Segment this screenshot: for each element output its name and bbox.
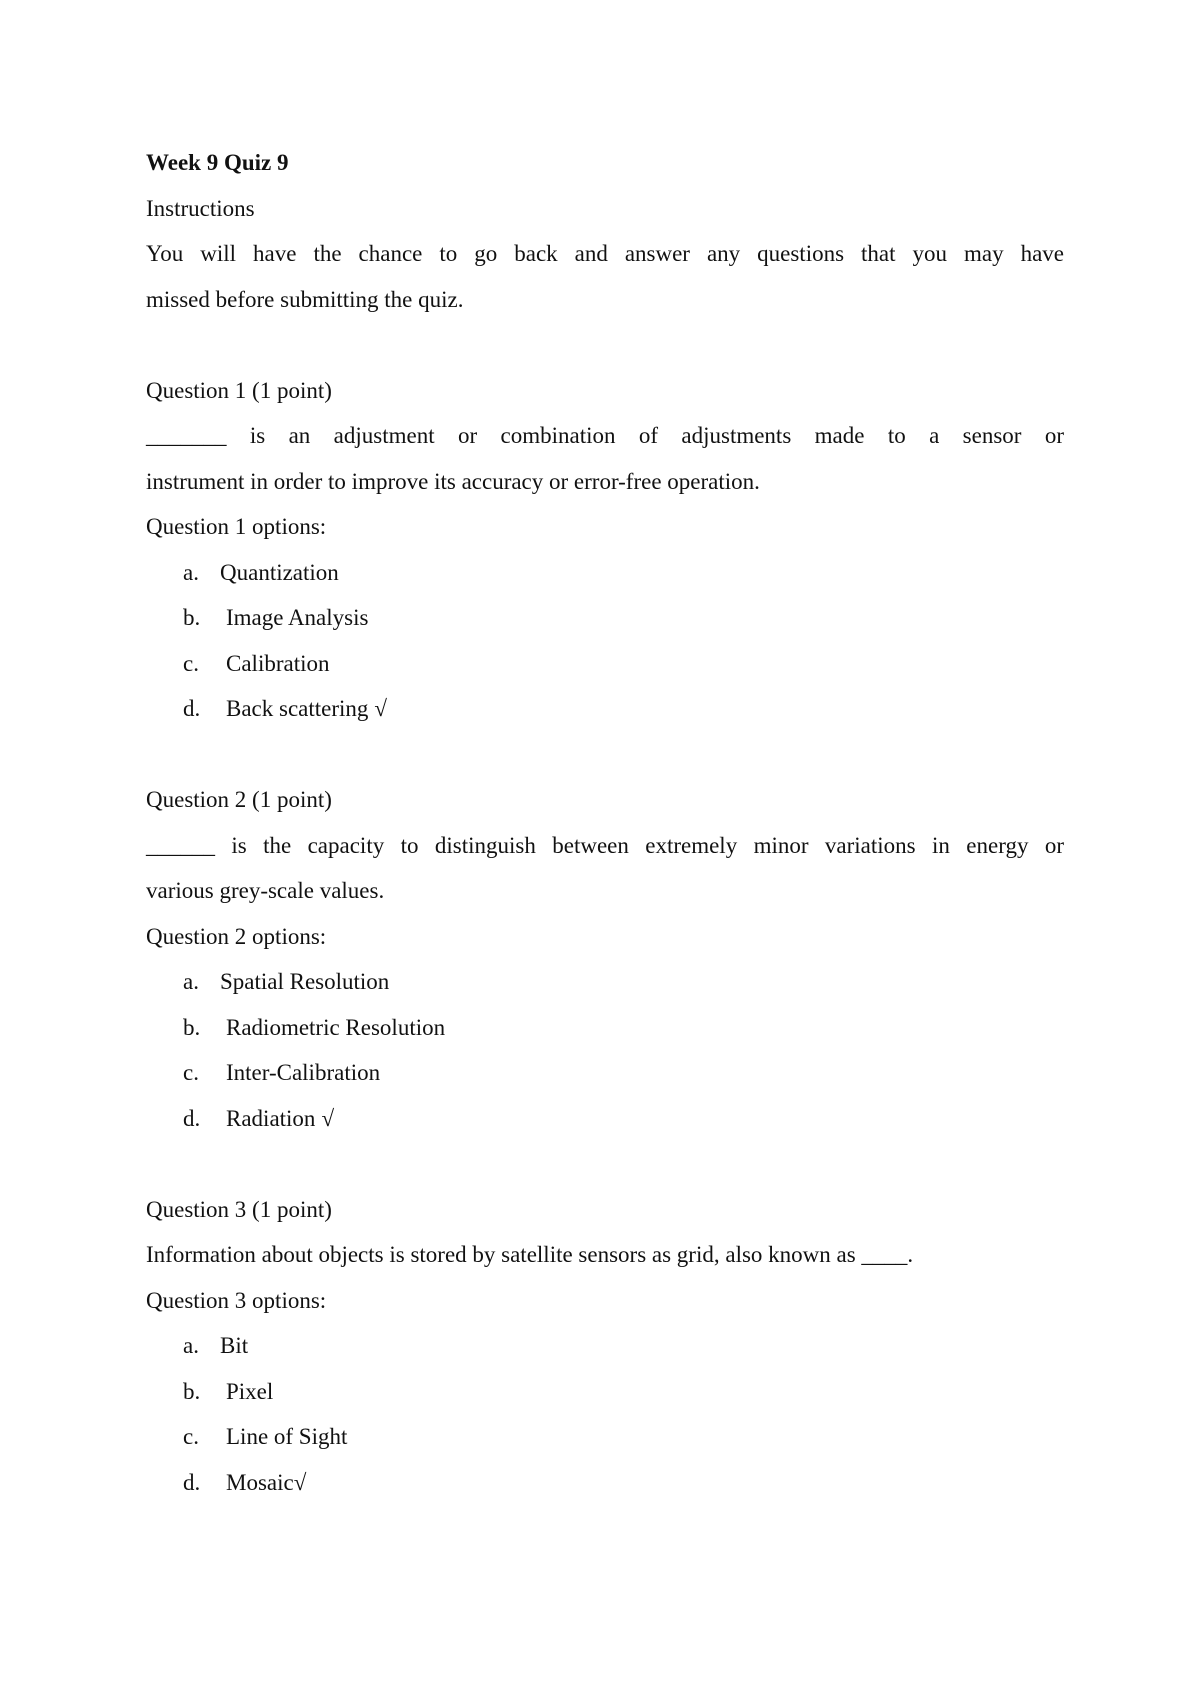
option-letter: c. — [183, 650, 199, 676]
check-mark-icon: √ — [374, 696, 388, 721]
check-mark-icon: √ — [321, 1105, 335, 1131]
option-d[interactable] — [146, 1460, 1064, 1506]
question-3 — [146, 1187, 1064, 1506]
option-letter: a. — [183, 1333, 199, 1358]
quiz-title: Week 9 Quiz 9 — [146, 150, 289, 175]
option-letter: d. — [183, 696, 201, 721]
option-text: Mosaic — [226, 1469, 294, 1495]
options-label: Question 1 options: — [146, 514, 327, 539]
option-c[interactable] — [146, 1414, 1064, 1460]
option-text: Inter-Calibration — [226, 1060, 381, 1085]
option-letter: c. — [183, 1060, 199, 1085]
option-text: Quantization — [220, 559, 339, 585]
option-a[interactable] — [146, 959, 1064, 1005]
option-letter: a. — [183, 969, 199, 994]
option-text: Pixel — [226, 1378, 274, 1404]
instructions-heading: Instructions — [146, 195, 255, 221]
question-1 — [146, 368, 1064, 732]
option-text: Line of Sight — [226, 1424, 348, 1449]
option-text: Back scattering — [226, 696, 369, 721]
option-letter: d. — [183, 1469, 201, 1495]
option-a[interactable] — [146, 1323, 1064, 1369]
options-list — [146, 1323, 1064, 1505]
option-text: Radiation — [226, 1105, 316, 1131]
option-text: Image Analysis — [226, 605, 369, 630]
option-letter: b. — [183, 1378, 201, 1404]
option-letter: c. — [183, 1424, 199, 1449]
option-text: Radiometric Resolution — [226, 1014, 446, 1040]
question-header: Question 3 (1 point) — [146, 1196, 332, 1222]
option-text-group — [226, 686, 387, 732]
instructions-text-line-1: You will have the chance to go back and answer any questions that you may have — [146, 241, 1064, 266]
quiz-document — [146, 140, 1064, 1505]
spacer — [146, 732, 1064, 778]
question-2 — [146, 777, 1064, 1141]
question-header: Question 2 (1 point) — [146, 787, 332, 812]
options-list — [146, 959, 1064, 1141]
options-list — [146, 550, 1064, 732]
option-text-group — [226, 1096, 334, 1142]
option-c[interactable] — [146, 641, 1064, 687]
option-letter: b. — [183, 1014, 201, 1040]
question-stem-line-2: instrument in order to improve its accuracy or error-free operation. — [146, 468, 760, 494]
option-text: Calibration — [226, 650, 330, 676]
question-stem-line-1: Information about objects is stored by satellite sensors as grid, also known as ____. — [146, 1242, 914, 1267]
option-b[interactable] — [146, 1369, 1064, 1415]
option-letter: d. — [183, 1105, 201, 1131]
option-d[interactable] — [146, 1096, 1064, 1142]
question-stem-line-2: various grey-scale values. — [146, 878, 385, 903]
question-stem-line-1: ______ is the capacity to distinguish between extremely minor variations in energy or — [146, 832, 1064, 858]
option-text: Spatial Resolution — [220, 969, 390, 994]
spacer — [146, 322, 1064, 368]
option-d[interactable] — [146, 686, 1064, 732]
spacer — [146, 1141, 1064, 1187]
check-mark-icon: √ — [293, 1469, 307, 1495]
question-stem-line-1: _______ is an adjustment or combination of adjustments made to a sensor or — [146, 423, 1064, 448]
option-text-group — [226, 1460, 306, 1506]
option-letter: a. — [183, 559, 199, 585]
option-a[interactable] — [146, 550, 1064, 596]
option-c[interactable] — [146, 1050, 1064, 1096]
instructions-text-line-2: missed before submitting the quiz. — [146, 286, 464, 312]
option-b[interactable] — [146, 1005, 1064, 1051]
option-text: Bit — [220, 1333, 249, 1358]
options-label: Question 2 options: — [146, 923, 327, 949]
options-label: Question 3 options: — [146, 1287, 327, 1313]
option-letter: b. — [183, 605, 201, 630]
question-header: Question 1 (1 point) — [146, 377, 332, 403]
option-b[interactable] — [146, 595, 1064, 641]
